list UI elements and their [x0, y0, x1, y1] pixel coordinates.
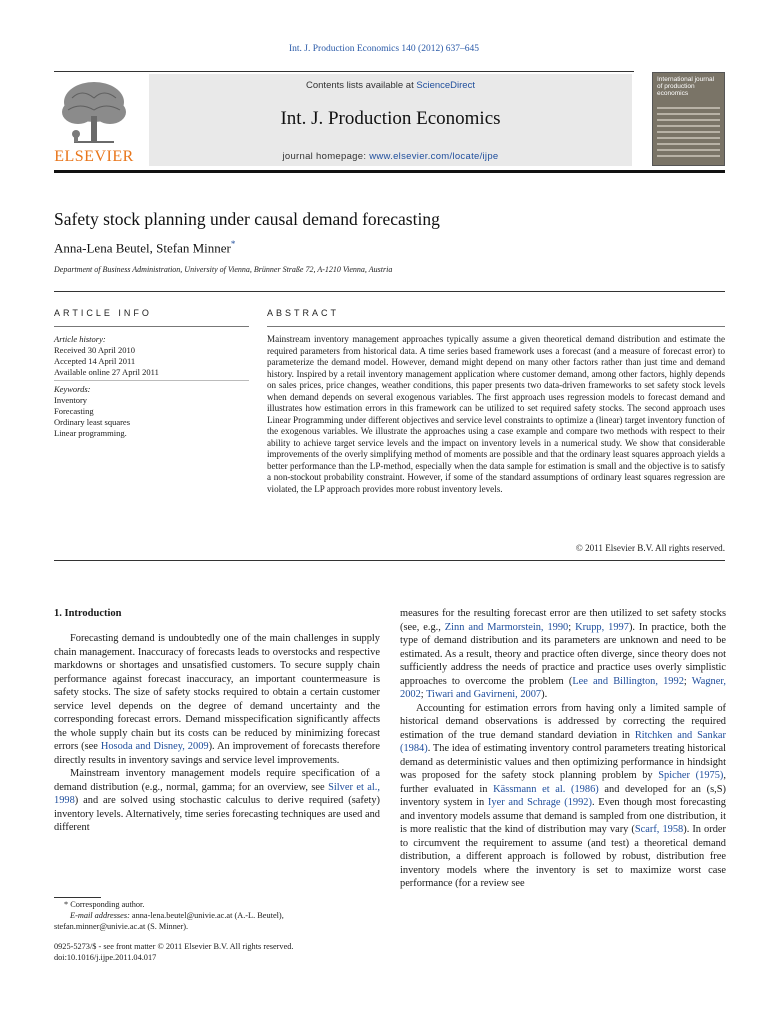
affiliation: Department of Business Administration, University of Vienna, Brünner Straße 72, A-1210 Vienna, Austria — [54, 265, 393, 274]
abstract-text: Mainstream inventory management approaches typically assume a given theoretical demand distribution and estimate the required parameters from historical data. A time series based framework uses a forecast (and a measure of forecast error) to parameterize the demand model. However, demand might depend on many other factors rather than just time and demand history. Inspired by a retail inventory management application where customer demand, among other factors, highly depends on sales prices, price changes, weather conditions, this paper presents two data-driven frameworks to set safety stock levels when demand depends on several exogenous variables. The first approach uses regression models to forecast demand and illustrates how estimation errors in this framework can be utilized to set required safety stocks. The second approach uses Linear Programming under different objectives and service level constraints to optimize a (linear) target inventory function of the exogenous variables. We illustrate the approaches using a case example and compare two methods with respect to their ability to achieve target service levels and the impact on inventory levels in a numerical study. We show that considerable improvements of the overly simplifying method of moments are possible and that the ordinary least squares approach yields a better performance than the LP-method, especially when the data sample for estimation is small and the objective is to satisfy a non-stockout probability constraint. However, if some of the standard assumptions of ordinary least squares regression are violated, the LP approach provides more robust inventory levels. — [267, 334, 725, 494]
banner-divider — [54, 170, 725, 173]
body-text: ). — [541, 689, 548, 700]
citation-link[interactable]: Krupp, 1997 — [575, 621, 629, 633]
journal-title: Int. J. Production Economics — [280, 108, 501, 129]
footnote — [54, 899, 380, 932]
body-text: ; — [683, 675, 692, 687]
paper-title: Safety stock planning under causal demand forecasting — [54, 209, 440, 229]
corresponding-author-mark[interactable]: * — [230, 239, 236, 249]
citation-link[interactable]: Lee and Billington, 1992 — [572, 675, 684, 687]
keyword: Forecasting — [54, 406, 94, 416]
paragraph — [400, 607, 726, 702]
body-text: ; — [568, 621, 576, 633]
section-divider — [54, 291, 725, 292]
footnote-rule — [54, 897, 101, 898]
body-text: Mainstream inventory management models require specification of a demand distribution (e.g., normal, gamma; for an overview, see — [54, 768, 380, 793]
citation-link[interactable]: Ritchken and Sankar (1984) — [400, 729, 726, 754]
article-history-label: Article history: — [54, 334, 106, 344]
homepage-prefix: journal homepage: — [282, 151, 370, 162]
abstract-heading: ABSTRACT — [267, 308, 340, 318]
corresponding-author-note: * Corresponding author. — [64, 900, 145, 909]
body-column-left — [54, 632, 380, 835]
email-primary[interactable]: anna-lena.beutel@univie.ac.at (A.-L. Beutel), — [129, 911, 284, 920]
accepted-date: Accepted 14 April 2011 — [54, 356, 136, 366]
paragraph — [400, 702, 726, 891]
keyword: Inventory — [54, 395, 88, 405]
email-secondary[interactable]: stefan.minner@univie.ac.at (S. Minner). — [54, 922, 189, 931]
body-text: ; — [420, 689, 427, 700]
keyword: Ordinary least squares — [54, 417, 131, 427]
article-info-heading: ARTICLE INFO — [54, 308, 152, 318]
journal-cover-thumbnail[interactable] — [652, 72, 725, 166]
publisher-wordmark[interactable]: ELSEVIER — [54, 148, 134, 165]
front-matter — [54, 941, 380, 963]
abstract-copyright: © 2011 Elsevier B.V. All rights reserved. — [575, 543, 725, 553]
article-history — [54, 334, 249, 378]
sciencedirect-link[interactable]: ScienceDirect — [416, 80, 475, 91]
cover-title: International journal of production economics — [657, 76, 715, 97]
body-text: and developed for an (s,S) inventory system in — [400, 783, 727, 808]
body-text: ) and are solved using stochastic calculus to derive required (safety) inventory levels. Alternatively, time series forecasting techniques are used and different — [54, 795, 380, 833]
header-divider — [54, 71, 634, 72]
journal-citation[interactable]: Int. J. Production Economics 140 (2012) 637–645 — [289, 44, 479, 54]
body-text: . The idea of estimating inventory control parameters treating historical demand as deterministic values and then optimizing performance in hindsight was proposed for the safety stock planning problem by — [400, 743, 726, 781]
author-names: Anna-Lena Beutel, Stefan Minner — [54, 240, 231, 256]
keywords-block — [54, 384, 249, 439]
citation-link[interactable]: Hosoda and Disney, 2009 — [100, 741, 209, 752]
paragraph — [54, 632, 380, 767]
body-text: Accounting for estimation errors from having only a limited sample of historical demand observations is addressed by correcting the required estimation of the true demand standard deviation in — [400, 702, 726, 741]
received-date: Received 30 April 2010 — [54, 345, 135, 355]
body-text: ). In order to circumvent the requirement to assume (and test) a theoretical demand distribution, a different approach is followed by robust, distribution free inventory models where the inventory is set to maximize worst case performance (for a review see — [400, 824, 726, 889]
section-heading-introduction: 1. Introduction — [54, 608, 122, 619]
citation-link[interactable]: Tiwari and Gavirneni, 2007 — [426, 689, 542, 700]
body-column-right — [400, 607, 726, 891]
citation-link[interactable]: Kässmann et al. (1986) — [493, 783, 599, 795]
body-text: , further evaluated in — [400, 770, 726, 795]
cover-decoration — [657, 107, 720, 161]
homepage-link[interactable]: www.elsevier.com/locate/ijpe — [369, 151, 499, 162]
journal-homepage — [149, 151, 632, 162]
abstract-divider — [267, 326, 725, 327]
keywords-divider — [54, 380, 249, 381]
contents-prefix: Contents lists available at — [306, 80, 417, 91]
email-line — [54, 910, 380, 921]
citation-link[interactable]: Scarf, 1958 — [634, 824, 684, 835]
keyword: Linear programming. — [54, 428, 127, 438]
abstract-bottom-divider — [54, 560, 725, 561]
citation-link[interactable]: Silver et al., 1998 — [54, 781, 380, 806]
keywords-label: Keywords: — [54, 384, 91, 394]
body-text: ). In practice, both the type of demand distribution and its parameters are unknown and need to be estimated. As a result, theory and practice often diverge, since theory does not sufficiently address the needs of practice and practice uses overly simplistic approaches to overcome the problem ( — [400, 621, 726, 687]
article-info-divider — [54, 326, 249, 327]
journal-banner — [149, 74, 632, 166]
doi-link[interactable]: doi:10.1016/j.ijpe.2011.04.017 — [54, 953, 157, 962]
citation-link[interactable]: Spicher (1975) — [658, 770, 724, 781]
citation-link[interactable]: Zinn and Marmorstein, 1990 — [444, 621, 569, 633]
body-text: Forecasting demand is undoubtedly one of the main challenges in supply chain management. Inaccuracy of forecasts leads to overstocks and respective markdowns or shortages and unsatisfied customers. To secure supply chain performance against forecast inaccuracy, an important countermeasure is safety stocks. The size of safety stocks required to obtain a certain customer service level depends on the degree of demand uncertainty and the corresponding forecast errors. Demand misspecification significantly affects the whole supply chain but its costs can be reduced by minimizing forecast errors (see — [54, 633, 380, 752]
citation-link[interactable]: Wagner, 2002 — [400, 675, 726, 700]
body-text: measures for the resulting forecast error are then utilized to set safety stocks (see, e.g., — [400, 608, 726, 633]
contents-line — [149, 80, 632, 91]
paragraph — [54, 767, 380, 835]
citation-link[interactable]: Iyer and Schrage (1992) — [487, 797, 592, 808]
issn-line: 0925-5273/$ - see front matter © 2011 Elsevier B.V. All rights reserved. — [54, 942, 294, 951]
online-date: Available online 27 April 2011 — [54, 367, 159, 377]
body-text: ). An improvement of forecasts therefore directly results in inventory savings and service level improvements. — [54, 741, 380, 766]
email-label: E-mail addresses: — [70, 911, 130, 920]
body-text: . Even though most forecasting and inventory models assume that demand is sampled from one distribution, it is more realistic that the kind of distribution may vary ( — [400, 797, 726, 835]
author-line — [54, 239, 235, 256]
